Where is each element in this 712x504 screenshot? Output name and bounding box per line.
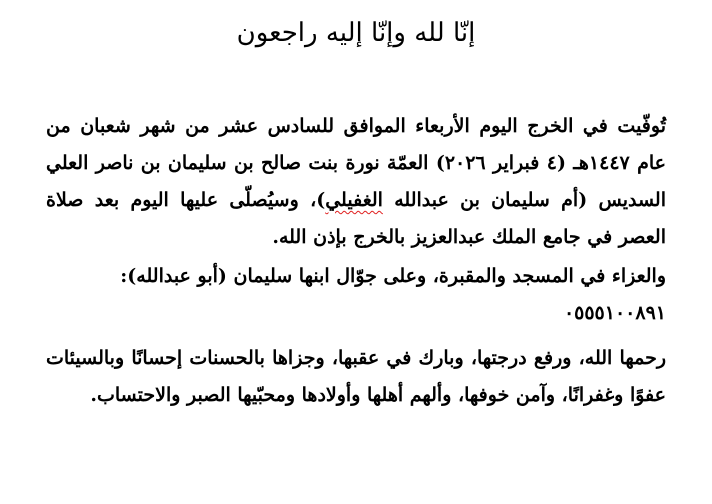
condolence-text: والعزاء في المسجد والمقبرة، وعلى جوّال ابنها سليمان (أبو عبدالله): [120, 265, 666, 287]
phone-number: ٠٥٥٥١٠٠٨٩١ [563, 302, 666, 324]
page-title: إنّا لله وإنّا إليه راجعون [236, 18, 476, 48]
prayer-paragraph: رحمها الله، ورفع درجتها، وبارك في عقبها، وجزاها بالحسنات إحسانًا وبالسيئات عفوًا وغفرانًا، وآمن خوفها، وألهم أهلها وأولادها ومحبّيها الصبر والاحتساب. [46, 347, 667, 406]
document-body [46, 108, 666, 414]
condolence-paragraph [46, 258, 666, 332]
death-announcement-paragraph [46, 108, 666, 256]
announcement-text-start: تُوفّيت في الخرج اليوم الأربعاء الموافق للسادس عشر من شهر شعبان من عام ١٤٤٧هـ (٤ فبراير ٢٠٢٦) العمّة نورة بنت صالح بن سليمان بن ناصر العلي السديس (أم سليمان بن عبدالله [46, 115, 666, 211]
spellcheck-flagged-word: الغفيلي [325, 189, 383, 211]
announcement-text-end: )، وسيُصلّى عليها اليوم بعد صلاة العصر في جامع الملك عبدالعزيز بالخرج بإذن الله. [46, 189, 666, 248]
